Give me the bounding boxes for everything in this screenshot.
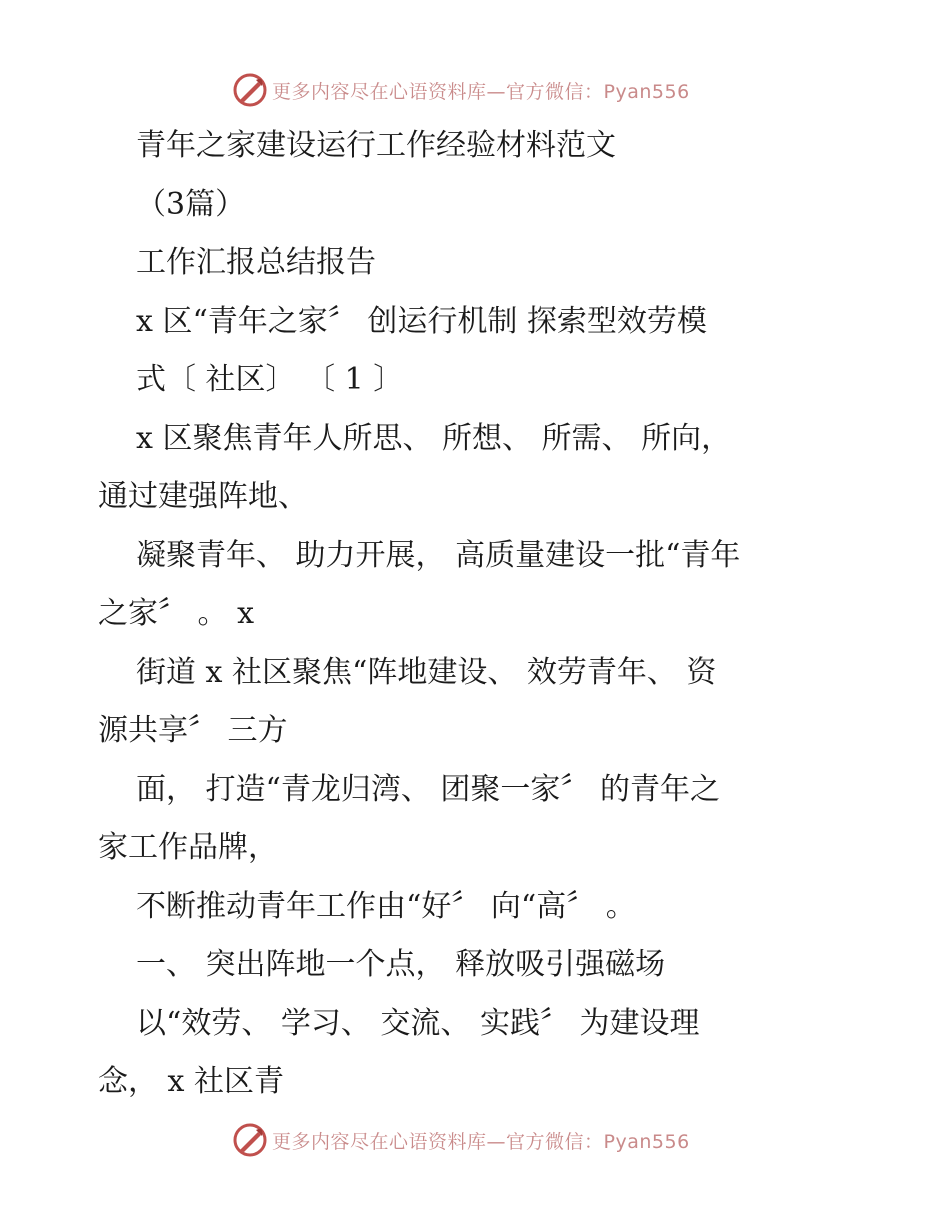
watermark-text: 更多内容尽在心语资料库—官方微信：Pyan556 [272, 80, 690, 103]
doc-line: 面， 打造“青龙归湾、 团聚一家〞 的青年之 [136, 772, 720, 807]
doc-line: 以“效劳、 学习、 交流、 实践〞 为建设理 [136, 1006, 700, 1041]
doc-line: 念， x 社区青 [98, 1064, 284, 1099]
doc-line: 一、 突出阵地一个点， 释放吸引强磁场 [136, 947, 666, 982]
doc-line: 式〔 社区〕 〔 1 〕 [136, 362, 404, 397]
watermark-banner-top [232, 70, 690, 110]
doc-line: 街道 x 社区聚焦“阵地建设、 效劳青年、 资 [136, 655, 717, 690]
doc-line: 源共享〞 三方 [98, 713, 288, 748]
doc-line: 通过建强阵地、 [98, 479, 308, 514]
doc-line: 之家〞 。 x [98, 596, 254, 631]
doc-subtitle: （3篇） [136, 187, 246, 222]
feather-pen-logo-icon [232, 72, 268, 108]
feather-pen-logo-icon [232, 1122, 268, 1158]
watermark-banner-bottom [232, 1120, 690, 1160]
doc-line: x 区聚焦青年人所思、 所想、 所需、 所向， [136, 421, 732, 456]
doc-title: 青年之家建设运行工作经验材料范文 [136, 128, 616, 163]
doc-line: 不断推动青年工作由“好〞 向“高〞 。 [136, 889, 636, 924]
doc-line: 凝聚青年、 助力开展， 高质量建设一批“青年 [136, 538, 741, 573]
doc-line: x 区“青年之家〞 创运行机制 探索型效劳模 [136, 304, 707, 339]
doc-line: 工作汇报总结报告 [136, 245, 376, 280]
doc-line: 家工作品牌， [98, 830, 278, 865]
watermark-text: 更多内容尽在心语资料库—官方微信：Pyan556 [272, 1130, 690, 1153]
